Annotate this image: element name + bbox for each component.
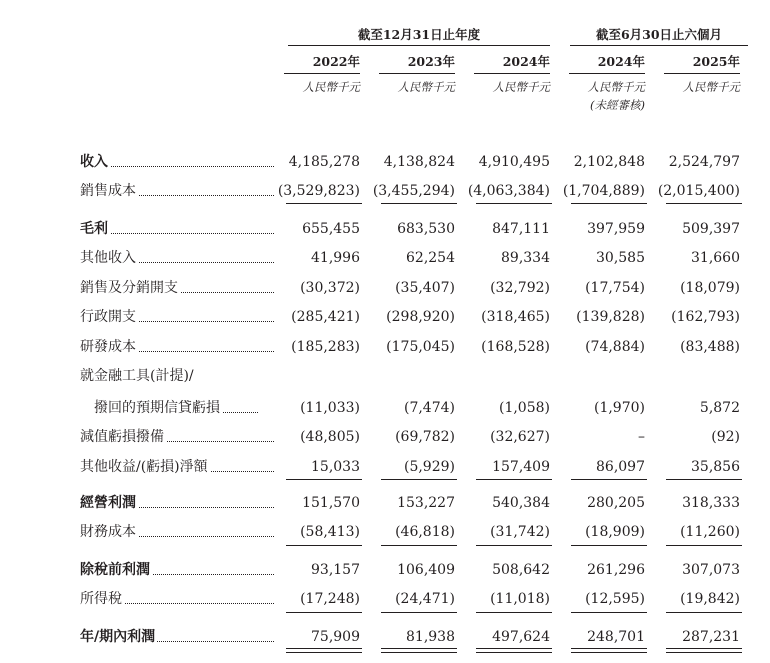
row-label: [80, 307, 280, 327]
cell-fy2023: 62,254: [406, 250, 455, 266]
row-label: [80, 457, 280, 477]
column-header-fy2022: [270, 54, 360, 96]
cell-fy2024: 540,384: [492, 495, 550, 511]
cell-h1-2025: [650, 366, 740, 386]
rule-before-gross-profit-fy2022: [286, 203, 362, 204]
cell-fy2023: (7,474): [403, 400, 455, 416]
column-year-rule: [569, 73, 645, 74]
row-label-text: 收入: [80, 154, 108, 170]
cell-fy2022: 93,157: [311, 562, 360, 578]
cell-fy2023: 81,938: [406, 629, 455, 645]
column-year: 2024年: [502, 54, 550, 69]
cell-fy2023: (298,920): [386, 309, 455, 325]
row-label-text: 撥回的預期信貸虧損: [94, 400, 220, 416]
cell-fy2024: (4,063,384): [467, 183, 550, 199]
row-profit-before-tax: [0, 560, 770, 580]
column-year-rule: [379, 73, 455, 74]
row-label: [80, 589, 280, 609]
cell-fy2024: (318,465): [481, 309, 550, 325]
column-unit: 人民幣千元: [587, 80, 645, 94]
row-finance-costs: [0, 522, 770, 542]
row-other-income: [0, 248, 770, 268]
cell-h1-2025: 307,073: [682, 562, 740, 578]
cell-fy2024: (31,742): [490, 524, 550, 540]
row-label: [80, 366, 280, 386]
cell-h1-2024: 397,959: [587, 221, 645, 237]
row-ecl-reversal: [0, 398, 770, 418]
row-label-text: 毛利: [80, 221, 108, 237]
cell-h1-2024: 30,585: [596, 250, 645, 266]
cell-fy2022: (48,805): [300, 429, 360, 445]
cell-h1-2024: (18,909): [585, 524, 645, 540]
row-label: [80, 219, 280, 239]
column-unaudited-note: (未經審核): [590, 98, 645, 112]
rule-before-profit-before-tax-fy2022: [286, 545, 362, 546]
row-cost-of-sales: [0, 181, 770, 201]
cell-fy2024: 847,111: [492, 221, 550, 237]
row-income-tax: [0, 589, 770, 609]
cell-h1-2025: 287,231: [682, 629, 740, 645]
cell-fy2024: 508,642: [492, 562, 550, 578]
row-label-text: 行政開支: [80, 309, 136, 325]
cell-fy2023: (46,818): [395, 524, 455, 540]
cell-h1-2024: (139,828): [576, 309, 645, 325]
cell-fy2022: (30,372): [300, 280, 360, 296]
cell-fy2022: 655,455: [302, 221, 360, 237]
row-selling-distribution-expenses: [0, 278, 770, 298]
row-label: [80, 627, 280, 647]
cell-fy2022: (58,413): [300, 524, 360, 540]
row-label-text: 減值虧損撥備: [80, 429, 164, 445]
row-label-text: 研發成本: [80, 339, 136, 355]
rule-before-operating-profit-h1-2025: [666, 479, 742, 480]
cell-fy2024: (168,528): [481, 339, 550, 355]
cell-fy2022: 75,909: [311, 629, 360, 645]
cell-fy2022: [270, 366, 360, 386]
double-rule-total-fy2022: [286, 648, 362, 653]
row-label-text: 其他收益/(虧損)淨額: [80, 459, 208, 475]
row-other-gains-losses-net: [0, 457, 770, 477]
cell-h1-2024: 261,296: [587, 562, 645, 578]
cell-fy2023: (175,045): [386, 339, 455, 355]
cell-fy2023: 106,409: [397, 562, 455, 578]
cell-fy2024: 4,910,495: [478, 154, 550, 170]
row-label: [80, 248, 280, 268]
cell-fy2023: (69,782): [395, 429, 455, 445]
row-label: [80, 337, 280, 357]
cell-fy2024: (11,018): [490, 591, 550, 607]
cell-fy2024: 89,334: [501, 250, 550, 266]
cell-fy2023: (5,929): [403, 459, 455, 475]
rule-before-gross-profit-fy2024: [476, 203, 552, 204]
cell-h1-2024: (74,884): [585, 339, 645, 355]
cell-h1-2025: 31,660: [691, 250, 740, 266]
cell-h1-2025: (2,015,400): [657, 183, 740, 199]
rule-before-gross-profit-h1-2025: [666, 203, 742, 204]
rule-before-profit-before-tax-fy2024: [476, 545, 552, 546]
cell-h1-2024: (1,970): [593, 400, 645, 416]
double-rule-total-h1-2024: [571, 648, 647, 653]
column-header-h1-2024: [555, 54, 645, 114]
row-label: [80, 522, 280, 542]
column-year-rule: [474, 73, 550, 74]
cell-fy2023: (35,407): [395, 280, 455, 296]
column-unit: 人民幣千元: [492, 80, 550, 94]
row-label-text: 銷售及分銷開支: [80, 280, 178, 296]
cell-h1-2025: 318,333: [682, 495, 740, 511]
row-label: [80, 152, 280, 172]
cell-h1-2025: 5,872: [699, 400, 740, 416]
fiscal-year-group-rule: [288, 45, 550, 46]
half-year-group-header: 截至6月30日止六個月: [595, 27, 723, 42]
cell-h1-2025: 35,856: [691, 459, 740, 475]
cell-h1-2025: (18,079): [680, 280, 740, 296]
rule-before-profit-for-period-fy2023: [381, 612, 457, 613]
rule-before-operating-profit-h1-2024: [571, 479, 647, 480]
cell-h1-2024: 86,097: [596, 459, 645, 475]
cell-h1-2024: 2,102,848: [573, 154, 645, 170]
rule-before-gross-profit-h1-2024: [571, 203, 647, 204]
row-revenue: [0, 152, 770, 172]
cell-fy2024: 497,624: [492, 629, 550, 645]
row-label: [94, 398, 264, 418]
rule-before-profit-for-period-fy2022: [286, 612, 362, 613]
cell-fy2023: (24,471): [395, 591, 455, 607]
cell-fy2024: (32,792): [490, 280, 550, 296]
cell-h1-2025: (83,488): [680, 339, 740, 355]
column-year-rule: [664, 73, 740, 74]
cell-h1-2024: (1,704,889): [562, 183, 645, 199]
cell-h1-2024: 280,205: [587, 495, 645, 511]
rule-before-profit-before-tax-h1-2025: [666, 545, 742, 546]
rule-before-operating-profit-fy2023: [381, 479, 457, 480]
rule-before-profit-for-period-h1-2024: [571, 612, 647, 613]
column-header-h1-2025: [650, 54, 740, 96]
cell-h1-2024: –: [638, 429, 645, 445]
column-year: 2025年: [692, 54, 740, 69]
cell-h1-2025: (11,260): [680, 524, 740, 540]
rule-before-profit-for-period-fy2024: [476, 612, 552, 613]
row-label: [80, 181, 280, 201]
row-label-text: 銷售成本: [80, 183, 136, 199]
row-impairment-provision: [0, 427, 770, 447]
cell-fy2022: 151,570: [302, 495, 360, 511]
cell-fy2022: 15,033: [311, 459, 360, 475]
cell-h1-2025: (19,842): [680, 591, 740, 607]
cell-fy2022: (11,033): [300, 400, 360, 416]
rule-before-gross-profit-fy2023: [381, 203, 457, 204]
rule-before-operating-profit-fy2022: [286, 479, 362, 480]
cell-fy2023: 153,227: [397, 495, 455, 511]
column-year-rule: [284, 73, 360, 74]
row-label-text: 所得稅: [80, 591, 122, 607]
column-year: 2022年: [312, 54, 360, 69]
column-year: 2023年: [407, 54, 455, 69]
cell-fy2024: (1,058): [498, 400, 550, 416]
column-header-fy2023: [365, 54, 455, 96]
row-gross-profit: [0, 219, 770, 239]
cell-h1-2025: (162,793): [671, 309, 740, 325]
cell-h1-2025: 2,524,797: [668, 154, 740, 170]
cell-h1-2025: (92): [711, 429, 740, 445]
row-profit-for-period: [0, 627, 770, 647]
row-ecl-line-1: [0, 366, 770, 386]
cell-h1-2024: (17,754): [585, 280, 645, 296]
cell-fy2022: (17,248): [300, 591, 360, 607]
rule-before-operating-profit-fy2024: [476, 479, 552, 480]
row-label: [80, 427, 280, 447]
rule-before-profit-before-tax-fy2023: [381, 545, 457, 546]
double-rule-total-fy2024: [476, 648, 552, 653]
cell-h1-2025: 509,397: [682, 221, 740, 237]
column-unit: 人民幣千元: [302, 80, 360, 94]
cell-h1-2024: 248,701: [587, 629, 645, 645]
row-rd-costs: [0, 337, 770, 357]
cell-fy2022: 4,185,278: [288, 154, 360, 170]
row-label: [80, 278, 280, 298]
row-administrative-expenses: [0, 307, 770, 327]
cell-fy2023: [365, 366, 455, 386]
double-rule-total-h1-2025: [666, 648, 742, 653]
row-label: [80, 560, 280, 580]
cell-fy2022: (285,421): [291, 309, 360, 325]
column-unit: 人民幣千元: [682, 80, 740, 94]
cell-fy2022: (3,529,823): [277, 183, 360, 199]
row-operating-profit: [0, 493, 770, 513]
column-year: 2024年: [597, 54, 645, 69]
rule-before-profit-before-tax-h1-2024: [571, 545, 647, 546]
row-label-text: 就金融工具(計提)/: [80, 368, 194, 384]
fiscal-year-group-header: 截至12月31日止年度: [357, 27, 481, 42]
cell-fy2023: (3,455,294): [372, 183, 455, 199]
cell-fy2023: 4,138,824: [383, 154, 455, 170]
cell-fy2022: 41,996: [311, 250, 360, 266]
row-label: [80, 493, 280, 513]
cell-fy2024: 157,409: [492, 459, 550, 475]
cell-fy2022: (185,283): [291, 339, 360, 355]
cell-fy2024: [460, 366, 550, 386]
row-label-text: 財務成本: [80, 524, 136, 540]
double-rule-total-fy2023: [381, 648, 457, 653]
cell-fy2024: (32,627): [490, 429, 550, 445]
row-label-text: 經營利潤: [80, 495, 136, 511]
row-label-text: 其他收入: [80, 250, 136, 266]
cell-h1-2024: [555, 366, 645, 386]
rule-before-profit-for-period-h1-2025: [666, 612, 742, 613]
column-header-fy2024: [460, 54, 550, 96]
row-label-text: 年/期內利潤: [80, 629, 156, 645]
row-label-text: 除稅前利潤: [80, 562, 150, 578]
cell-h1-2024: (12,595): [585, 591, 645, 607]
half-year-group-rule: [570, 45, 748, 46]
column-unit: 人民幣千元: [397, 80, 455, 94]
cell-fy2023: 683,530: [397, 221, 455, 237]
